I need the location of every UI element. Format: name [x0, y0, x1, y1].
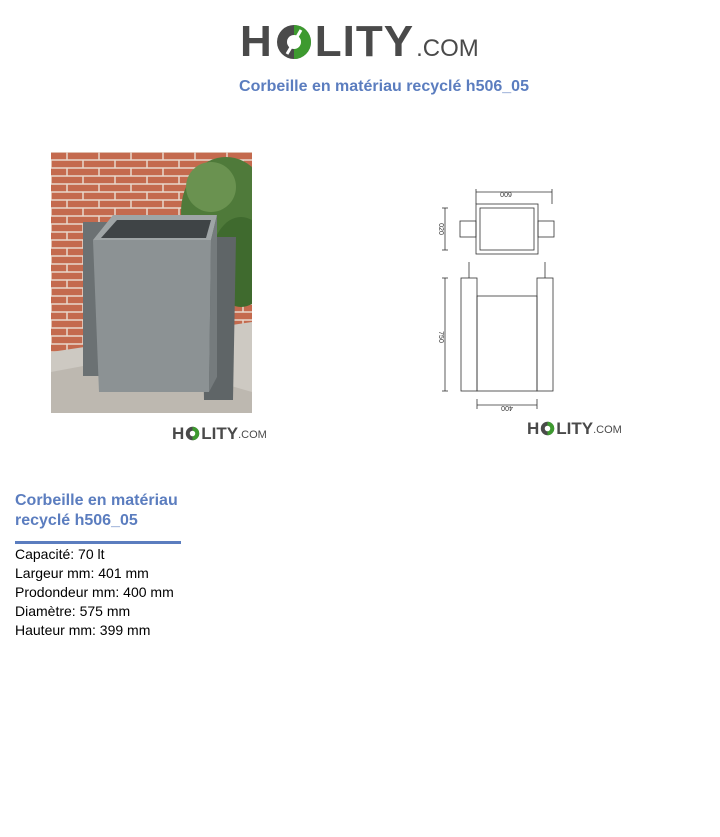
spec-width: Largeur mm: 401 mm	[15, 565, 149, 581]
drawing-watermark-logo	[527, 420, 622, 437]
spec-height: Hauteur mm: 399 mm	[15, 622, 151, 638]
title-divider	[15, 541, 181, 544]
watermark-text-left: H	[172, 424, 185, 443]
technical-drawing	[430, 180, 570, 420]
logo-o-icon	[540, 421, 555, 436]
dim-height: 750	[437, 331, 444, 343]
watermark-text-right: LITY	[556, 419, 594, 438]
spec-list	[15, 545, 174, 640]
spec-diameter: Diamètre: 575 mm	[15, 603, 131, 619]
product-title: Corbeille en matériau recyclé h506_05	[15, 492, 178, 529]
dim-top-depth: 020	[437, 223, 444, 235]
logo-domain: .COM	[416, 35, 479, 62]
brand-logo[interactable]	[240, 14, 480, 64]
spec-capacity: Capacité: 70 lt	[15, 546, 105, 562]
photo-watermark-logo	[172, 425, 267, 442]
dim-top-width: 600	[500, 190, 512, 197]
watermark-text-right: LITY	[201, 424, 239, 443]
logo-text-left: H	[240, 17, 273, 66]
logo-o-icon	[275, 23, 313, 61]
logo-text-right: LITY	[314, 17, 415, 66]
logo-o-icon	[185, 426, 200, 441]
watermark-text-left: H	[527, 419, 540, 438]
product-photo	[51, 152, 252, 413]
page-title: Corbeille en matériau recyclé h506_05	[239, 78, 529, 95]
dim-bottom-width: 400	[501, 404, 513, 411]
watermark-domain: .COM	[593, 424, 622, 436]
watermark-domain: .COM	[238, 429, 267, 441]
spec-depth: Prodondeur mm: 400 mm	[15, 584, 174, 600]
